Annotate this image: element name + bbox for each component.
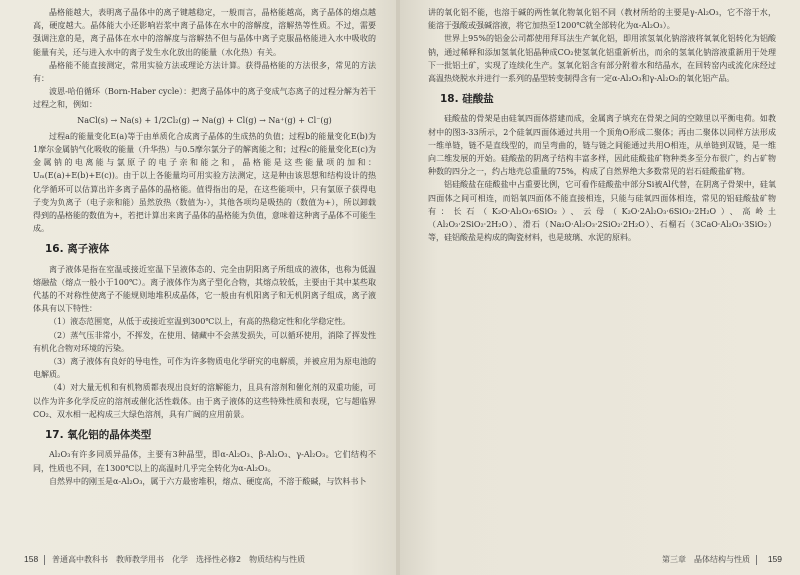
book-series-title: 普通高中教科书 教师教学用书 化学 选择性必修2 物质结构与性质 xyxy=(52,555,306,564)
paragraph: 自然界中的刚玉是α-Al₂O₃，属于六方最密堆积，熔点、硬度高，不溶于酸碱，与饮料书卜 xyxy=(49,476,367,486)
paragraph: 硅酸盐的骨架是由硅氧四面体搭建而成，金属离子填充在骨架之间的空隙里以平衡电荷。如教材中的图3-33所示，2个硅氧四面体通过共用一个顶角O形成二聚体；再由二聚体以同样方法形成一维单链，链不是直线型的，而呈弯曲的，链与链之间能通过共用O相连，从单链到双链，是一维向二维发展的开始。硅酸盐的阴离子结构丰富多样，因此硅酸盐矿物种类多至分布很广，约占矿物种数的四分之一，约占地壳总重量的75%，构成了自然界绝大多数常见的岩石硅酸盐矿物。 xyxy=(428,114,776,177)
paragraph: 晶格能不能直接测定，常用实验方法或理论方法计算。获得晶格能的方法很多，常见的方法有： xyxy=(33,60,376,84)
list-item: （2）蒸气压非常小，不挥发，在使用、储藏中不会蒸发损失，可以循环使用，消除了挥发性有机化合物对环境的污染。 xyxy=(33,330,376,353)
born-haber-equation: NaCl(s) → Na(s) + 1/2Cl₂(g) → Na(g) + Cl(g) → Na⁺(g) + Cl⁻(g) xyxy=(77,115,332,125)
paragraph: 过程a的能量变化E(a)等于由单质化合成离子晶体的生成热的负值；过程b的能量变化E(b)为1摩尔金属钠气化吸收的能量（升华热）与0.5摩尔氯分子的解离能之和；过程c的能量变化E(c)为金属钠的电离能与氯原子的电子亲和能之和，晶格能是这些能量项的加和：Uₘ(E(a)+E(b)+E(c))。由于以上各能量均可用实验方法测定，这是种由该思想和结构设计的热化学循环可以估算出许多离子晶体的晶格能。值得指出的是，在这些能项中，只有氯原子获得电子变为负离子（电子亲和能）虽然放热（数值为-），其他各项均是吸热的（数值为+），所以卸载得到的晶格能的数值为+，若把计算出来离子晶体的晶格能为负值，意味着这种离子晶体不可能生成。 xyxy=(33,131,376,234)
list-item: （4）对大量无机和有机物质都表现出良好的溶解能力，且具有溶剂和催化剂的双重功能，可以作为许多化学反应的溶剂或催化活性载体。由于离子液体的这些特殊性质和表现，它与超临界CO₂、双水相一起构成三大绿色溶剂，具有广阔的应用前景。 xyxy=(33,383,376,419)
page-number: 159 xyxy=(767,554,782,564)
left-text-column xyxy=(33,6,376,488)
book-gutter xyxy=(396,0,400,575)
right-page xyxy=(398,0,800,575)
page-number: 158 xyxy=(24,554,39,564)
right-text-column xyxy=(428,6,776,244)
section-heading-alumina: 17. 氧化铝的晶体类型 xyxy=(45,429,152,442)
paragraph: Al₂O₃有许多同质异晶体，主要有3种晶型，即α-Al₂O₃、β-Al₂O₃、γ-Al₂O₃。它们结构不同，性质也不同，在1300℃以上的高温时几乎完全转化为α-Al₂O₃。 xyxy=(33,450,376,473)
section-heading-silicate: 18. 硅酸盐 xyxy=(440,93,494,106)
section-heading-ionic-liquid: 16. 离子液体 xyxy=(45,243,110,256)
paragraph: 离子液体是指在室温或接近室温下呈液体态的、完全由阴阳离子所组成的液体，也称为低温熔融盐（熔点一般小于100℃）。离子液体作为离子型化合物，其熔点较低，主要由于其中某些取代基的不对称性使离子不能规则地堆积成晶体，它一般由有机阳离子和无机阴离子组成，离子液体具有以下特性： xyxy=(33,264,376,314)
right-footer xyxy=(398,554,800,566)
footer-divider xyxy=(44,555,45,565)
paragraph: 世界上95%的铝金公司都使用拜耳法生产氧化铝，即用浓氢氧化钠溶液将氧氧化铝转化为铝酸钠，通过稀释和添加氢氧化铝晶种成CO₂使氢氧化铝重新析出，而余的氢氧化钠溶液重新用于处理下一批铝土矿，实现了连续化生产。氢氧化铝含有部分附着水和结晶水，在回转窑内或流化床经过高温热烧脱水并进行一系列的晶型转变制得含有一定α-Al₂O₃和γ-Al₂O₃的氧化铝产品。 xyxy=(428,34,776,84)
paragraph: 晶格能越大，表明离子晶体中的离子键越稳定，一般而言，晶格能越高，离子晶体的熔点越高，硬度越大。晶体能大小还影响岩浆中离子晶体在水中的溶解度，溶解热等性质。不过，需要强调注意的是，离子晶体在水中的溶解度与溶解热不但与晶体中离子克服晶格能进入水中吸收的能量有关，还与进入水中的离子发生水化放出的能量（水化热）有关。 xyxy=(33,8,376,57)
paragraph: 铝硅酸盐在硅酸盐中占重要比例，它可看作硅酸盐中部分Si被Al代替，在阴离子骨架中，硅氧四面体之间可相连，而铝氧四面体不能直接相连，只能与硅氧四面体相连，常见的铝硅酸盐矿物有：长石（K₂O·Al₂O₃·6SiO₂）、云母（K₂O·2Al₂O₃·6SiO₂·2H₂O）、高岭土（Al₂O₃·2SiO₂·2H₂O）、滑石（Na₂O·Al₂O₃·2SiO₂·2H₂O）、石榴石（3CaO·Al₂O₃·3SiO₂）等，硅铝酸盐是构成的陶瓷材料，也是玻璃、水泥的原料。 xyxy=(428,180,776,243)
chapter-title: 第三章 晶体结构与性质 xyxy=(662,555,750,564)
list-item: （1）液态范围宽，从低于或接近室温到300℃以上，有高的热稳定性和化学稳定性。 xyxy=(49,317,351,327)
list-item: （3）离子液体有良好的导电性，可作为许多物质电化学研究的电解质，并被应用为原电池的电解质。 xyxy=(33,357,376,380)
left-page xyxy=(0,0,398,575)
paragraph: 波恩-哈伯循环（Born-Haber cycle）：把离子晶体中的离子变成气态离子的过程分解为若干过程之和，例如： xyxy=(33,87,376,110)
footer-divider xyxy=(756,555,757,565)
paragraph: 讲的氧化铝不能，也溶于碱的两性氧化物氧化铝不同（教材所给的主要是γ-Al₂O₃，它不溶于水，能溶于强酸或强碱溶液，将它加热至1200℃就全部转化为α-Al₂O₃）。 xyxy=(428,8,776,31)
left-footer xyxy=(0,554,398,566)
